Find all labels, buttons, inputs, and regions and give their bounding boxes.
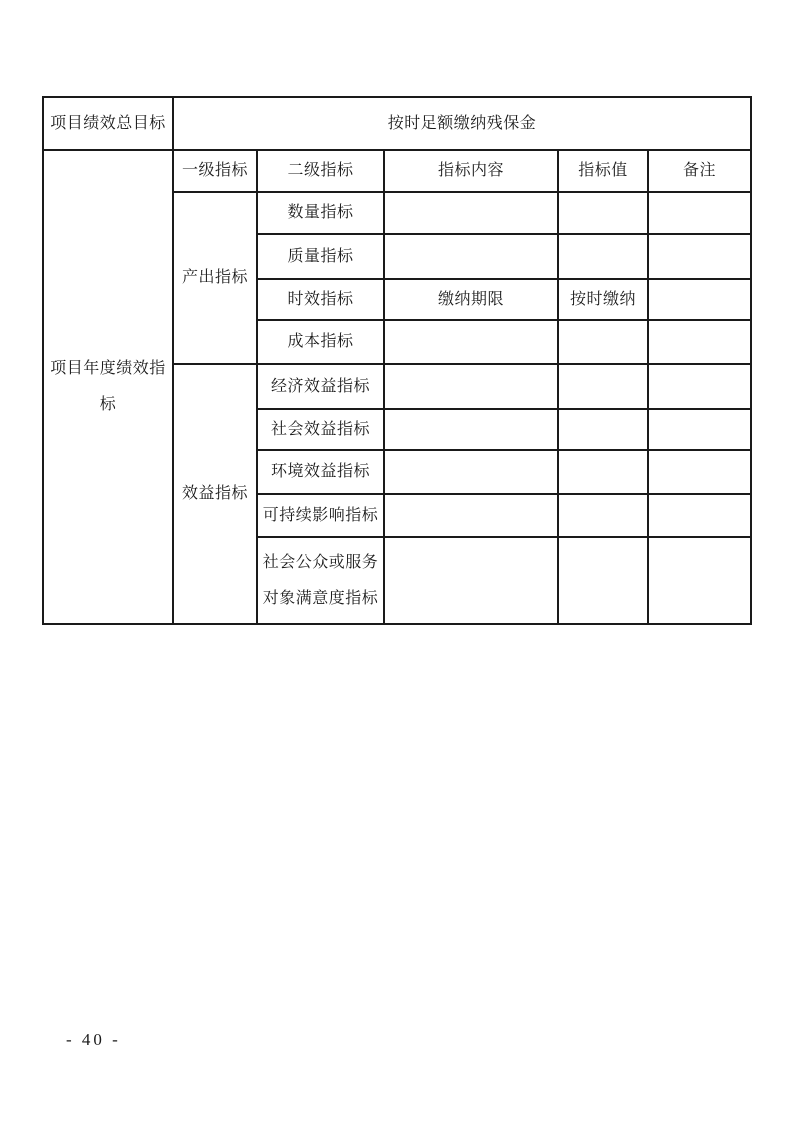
level2-timeliness-indicator: 时效指标 xyxy=(257,279,384,320)
cell-timeliness-note xyxy=(648,279,751,320)
level1-benefit-indicators: 效益指标 xyxy=(173,364,257,624)
cell-quantity-note xyxy=(648,192,751,234)
table-header-row xyxy=(43,150,751,192)
cell-economic-benefit-value xyxy=(558,364,648,409)
level2-cost-indicator: 成本指标 xyxy=(257,320,384,364)
cell-sustainable-impact-note xyxy=(648,494,751,537)
overall-goal-value: 按时足额缴纳残保金 xyxy=(173,97,751,150)
cell-environmental-benefit-note xyxy=(648,450,751,494)
header-value: 指标值 xyxy=(558,150,648,192)
cell-quality-note xyxy=(648,234,751,279)
cell-timeliness-value: 按时缴纳 xyxy=(558,279,648,320)
header-level1: 一级指标 xyxy=(173,150,257,192)
cell-environmental-benefit-content xyxy=(384,450,558,494)
cell-sustainable-impact-value xyxy=(558,494,648,537)
level2-satisfaction-indicator: 社会公众或服务对象满意度指标 xyxy=(257,537,384,624)
annual-indicators-label: 项目年度绩效指标 xyxy=(43,150,173,624)
cell-cost-note xyxy=(648,320,751,364)
overall-goal-label: 项目绩效总目标 xyxy=(43,97,173,150)
cell-cost-content xyxy=(384,320,558,364)
cell-timeliness-content: 缴纳期限 xyxy=(384,279,558,320)
cell-economic-benefit-content xyxy=(384,364,558,409)
cell-satisfaction-value xyxy=(558,537,648,624)
cell-social-benefit-value xyxy=(558,409,648,450)
cell-social-benefit-note xyxy=(648,409,751,450)
cell-social-benefit-content xyxy=(384,409,558,450)
level2-quantity-indicator: 数量指标 xyxy=(257,192,384,234)
page-number: - 40 - xyxy=(66,1030,121,1049)
cell-quality-value xyxy=(558,234,648,279)
cell-quantity-value xyxy=(558,192,648,234)
cell-quality-content xyxy=(384,234,558,279)
header-level2: 二级指标 xyxy=(257,150,384,192)
cell-quantity-content xyxy=(384,192,558,234)
header-content: 指标内容 xyxy=(384,150,558,192)
level2-environmental-benefit-indicator: 环境效益指标 xyxy=(257,450,384,494)
performance-indicators-table xyxy=(42,96,752,625)
cell-satisfaction-note xyxy=(648,537,751,624)
level2-economic-benefit-indicator: 经济效益指标 xyxy=(257,364,384,409)
cell-cost-value xyxy=(558,320,648,364)
cell-economic-benefit-note xyxy=(648,364,751,409)
overall-goal-row xyxy=(43,97,751,150)
cell-sustainable-impact-content xyxy=(384,494,558,537)
cell-environmental-benefit-value xyxy=(558,450,648,494)
header-note: 备注 xyxy=(648,150,751,192)
level1-output-indicators: 产出指标 xyxy=(173,192,257,364)
level2-social-benefit-indicator: 社会效益指标 xyxy=(257,409,384,450)
cell-satisfaction-content xyxy=(384,537,558,624)
level2-sustainable-impact-indicator: 可持续影响指标 xyxy=(257,494,384,537)
level2-quality-indicator: 质量指标 xyxy=(257,234,384,279)
